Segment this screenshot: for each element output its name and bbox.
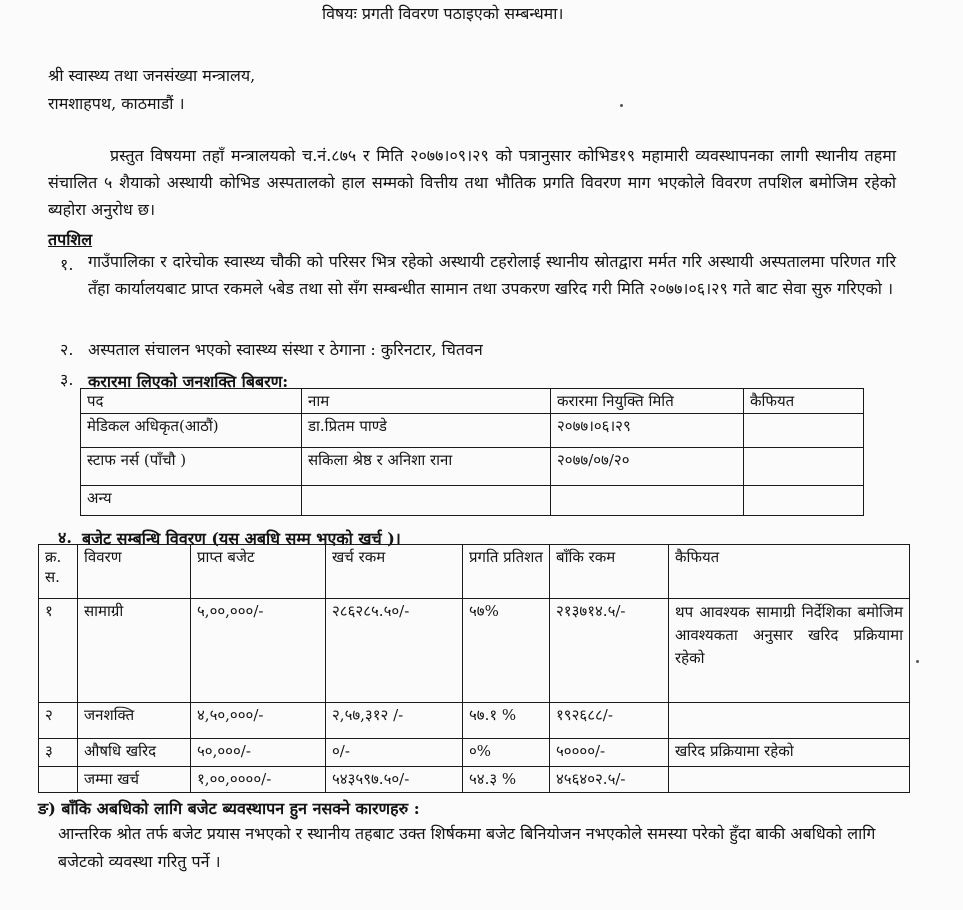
staff-header-post: पद	[81, 389, 302, 414]
budget-header-sn: क्र. स.	[39, 545, 78, 599]
staff-cell	[744, 448, 864, 486]
table-row	[81, 448, 864, 486]
budget-cell: ५४३५९७.५०/-	[326, 767, 463, 793]
reasons-text: आन्तरिक श्रोत तर्फ बजेट प्रयास नभएको र स्थानीय तहबाट उक्त शिर्षकमा बजेट बिनियोजन नभएकोले समस्या परेको हुँदा बाकी अबधिको लागि बजेटको व्यवस्था गरितु पर्ने ।	[58, 824, 876, 871]
item-3-number: ३.	[60, 370, 74, 389]
staff-table-header	[81, 389, 864, 414]
table-row	[39, 767, 910, 793]
staff-cell	[551, 486, 744, 516]
budget-cell: १९२६८८/-	[550, 703, 669, 739]
budget-cell: ०/-	[326, 739, 463, 767]
body-paragraph	[48, 142, 896, 223]
addressee-line-2: रामशाहपथ, काठमाडौं ।	[48, 94, 185, 113]
budget-cell-remarks: थप आवश्यक सामाग्री निर्देशिका बमोजिम आवश्यकता अनुसार खरिद प्रक्रियामा रहेको	[669, 599, 910, 703]
budget-header-received: प्राप्त बजेट	[191, 545, 326, 599]
budget-cell: ५७%	[463, 599, 550, 703]
staff-cell: स्टाफ नर्स (पाँचौ )	[81, 448, 302, 486]
staff-cell	[744, 486, 864, 516]
budget-cell: २,५७,३१२ /-	[326, 703, 463, 739]
budget-header-remaining: बाँकि रकम	[550, 545, 669, 599]
scan-speck	[916, 660, 919, 663]
addressee-line-1: श्री स्वास्थ्य तथा जनसंख्या मन्त्रालय,	[48, 66, 256, 85]
staff-cell: २०७७/०७/२०	[551, 448, 744, 486]
budget-table-header	[39, 545, 910, 599]
budget-cell: ५०,०००/-	[191, 739, 326, 767]
budget-cell: औषधि खरिद	[78, 739, 191, 767]
budget-cell: ५००००/-	[550, 739, 669, 767]
scan-speck	[620, 104, 623, 107]
staff-cell	[302, 486, 551, 516]
item-1-text: गाउँपालिका र दारेचोक स्वास्थ्य चौकी को परिसर भित्र रहेको अस्थायी टहरोलाई स्थानीय स्रोतद्वारा मर्मत गरि अस्थायी अस्पतालमा परिणत गरि तँहा कार्यालयबाट प्राप्त रकमले ५बेड तथा सो सँग सम्बन्धीत सामान तथा उपकरण खरिद गरी मिति २०७७।०६।२९ गते बाट सेवा सुरु गरिएको ।	[88, 252, 896, 298]
table-row	[81, 414, 864, 448]
budget-cell-remarks	[669, 767, 910, 793]
budget-cell: जनशक्ति	[78, 703, 191, 739]
budget-cell: २८६२८५.५०/-	[326, 599, 463, 703]
staff-cell: सकिला श्रेष्ठ र अनिशा राना	[302, 448, 551, 486]
budget-cell: ४,५०,०००/-	[191, 703, 326, 739]
item-4-number: ४.	[58, 528, 72, 547]
budget-cell: सामाग्री	[78, 599, 191, 703]
budget-header-description: विवरण	[78, 545, 191, 599]
staff-cell: मेडिकल अधिकृत(आठौं)	[81, 414, 302, 448]
tapasil-heading: तपशिल	[48, 230, 93, 249]
budget-cell: १	[39, 599, 78, 703]
item-2-number: २.	[60, 340, 74, 359]
staff-table	[80, 388, 864, 516]
table-row	[81, 486, 864, 516]
budget-header-progress: प्रगति प्रतिशत	[463, 545, 550, 599]
staff-header-remarks: कैफियत	[744, 389, 864, 414]
staff-header-date: करारमा नियुक्ति मिति	[551, 389, 744, 414]
item-3-text: करारमा लिएको जनशक्ति बिबरण:	[88, 372, 289, 391]
budget-cell: २१३७१४.५/-	[550, 599, 669, 703]
subject-line: विषयः प्रगती विवरण पठाइएको सम्बन्धमा।	[322, 4, 564, 23]
budget-cell: ५४.३ %	[463, 767, 550, 793]
budget-cell: १,००,००००/-	[191, 767, 326, 793]
budget-cell: ५,००,०००/-	[191, 599, 326, 703]
budget-cell-remarks	[669, 703, 910, 739]
budget-cell: ०%	[463, 739, 550, 767]
table-row	[39, 599, 910, 703]
staff-cell	[744, 414, 864, 448]
staff-cell: अन्य	[81, 486, 302, 516]
budget-cell: २	[39, 703, 78, 739]
budget-cell: जम्मा खर्च	[78, 767, 191, 793]
reasons-heading: ङ) बाँकि अबधिको लागि बजेट ब्यवस्थापन हुन नसक्ने कारणहरु :	[38, 799, 420, 818]
budget-cell: ४५६४०२.५/-	[550, 767, 669, 793]
budget-cell-remarks: खरिद प्रक्रियामा रहेको	[669, 739, 910, 767]
budget-header-remarks: कैफियत	[669, 545, 910, 599]
staff-cell: डा.प्रितम पाण्डे	[302, 414, 551, 448]
budget-table	[38, 544, 910, 793]
budget-header-spent: खर्च रकम	[326, 545, 463, 599]
budget-cell	[39, 767, 78, 793]
table-row	[39, 703, 910, 739]
item-1-number: १.	[60, 255, 74, 274]
table-row	[39, 739, 910, 767]
budget-cell: ५७.१ %	[463, 703, 550, 739]
staff-header-name: नाम	[302, 389, 551, 414]
budget-cell: ३	[39, 739, 78, 767]
item-4-text: बजेट सम्बन्धि विवरण (यस अबधि सम्म भएको खर्च )।	[82, 529, 401, 548]
item-2-text: अस्पताल संचालन भएको स्वास्थ्य संस्था र ठेगाना : कुरिनटार, चितवन	[88, 340, 483, 359]
staff-cell: २०७७।०६।२९	[551, 414, 744, 448]
body-paragraph-text: प्रस्तुत विषयमा तहाँ मन्त्रालयको च.नं.८७५ र मिति २०७७।०९।२९ को पत्रानुसार कोभिड१९ महामारी व्यवस्थापनका लागी स्थानीय तहमा संचालित ५ शैयाको अस्थायी कोभिड अस्पतालको हाल सम्मको वित्तीय तथा भौतिक प्रगति विवरण माग भएकोले विवरण तपशिल बमोजिम रहेको ब्यहोरा अनुरोध छ।	[48, 146, 896, 219]
